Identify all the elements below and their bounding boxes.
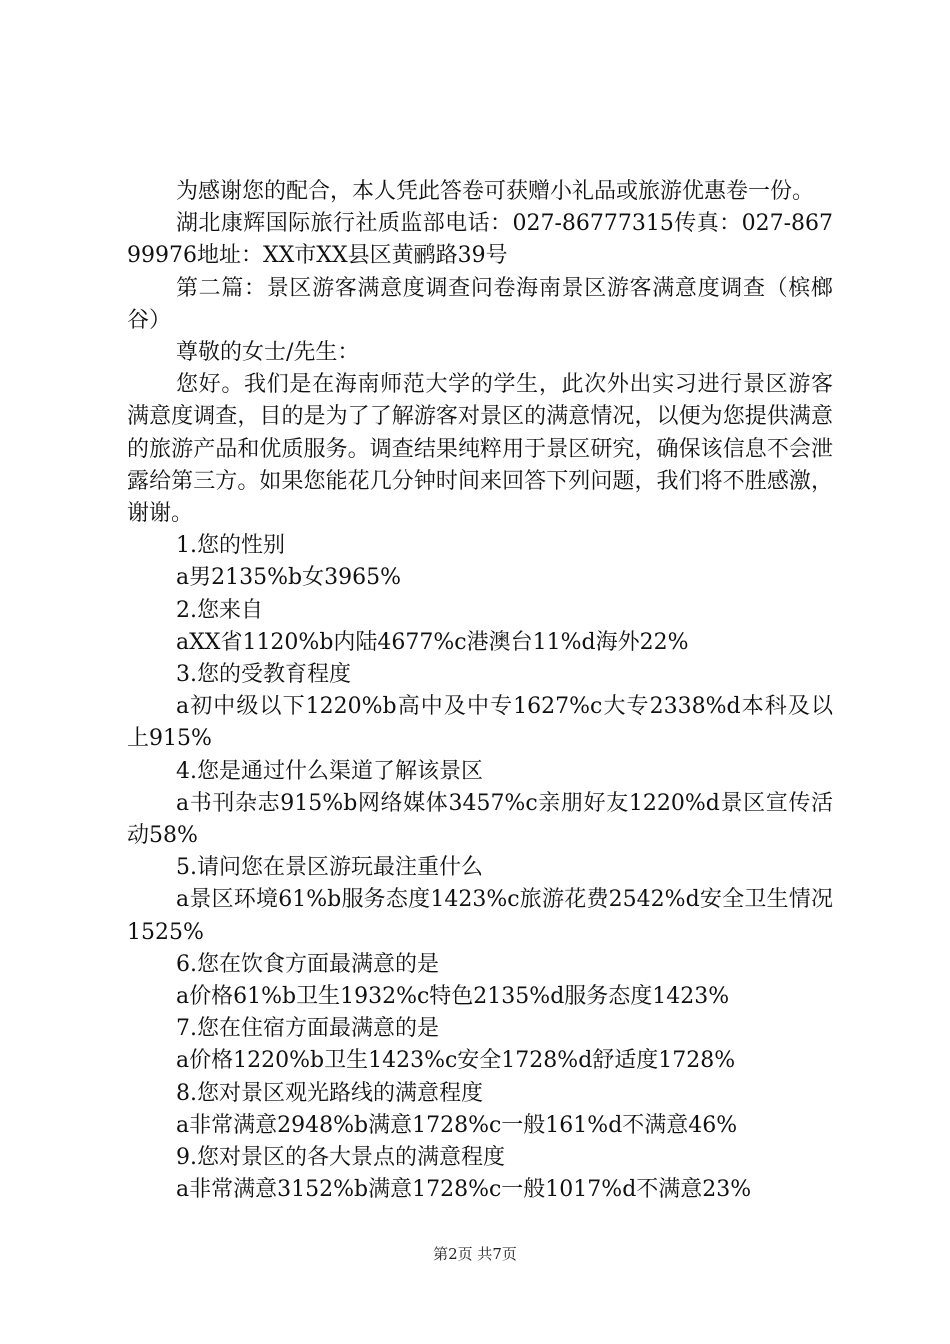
question-9: 9.您对景区的各大景点的满意程度 (176, 1145, 505, 1171)
answer-5: a景区环境61%b服务态度1423%c旅游花费2542%d安全卫生情况1525% (127, 887, 833, 945)
question-4: 4.您是通过什么渠道了解该景区 (176, 758, 483, 784)
answer-9: a非常满意3152%b满意1728%c一般1017%d不满意23% (176, 1177, 752, 1203)
answer-7: a价格1220%b卫生1423%c安全1728%d舒适度1728% (176, 1048, 736, 1074)
paragraph-thanks: 为感谢您的配合，本人凭此答卷可获赠小礼品或旅游优惠卷一份。 (176, 179, 815, 204)
question-2: 2.您来自 (176, 597, 263, 623)
answer-2: aXX省1120%b内陆4677%c港澳台11%d海外22% (176, 629, 689, 655)
answer-4: a书刊杂志915%b网络媒体3457%c亲朋好友1220%d景区宣传活动58% (127, 790, 833, 849)
document-body (127, 176, 833, 1207)
question-5: 5.请问您在景区游玩最注重什么 (176, 855, 483, 881)
question-6: 6.您在饮食方面最满意的是 (176, 951, 439, 977)
question-8: 8.您对景区观光路线的满意程度 (176, 1080, 483, 1106)
paragraph-salutation: 尊敬的女士/先生： (176, 340, 360, 366)
paragraph-contact-info: 湖北康辉国际旅行社质监部电话：027-86777315传真：027-86799976地址：XX市XX县区黄鹂路39号 (127, 211, 833, 269)
paragraph-introduction: 您好。我们是在海南师范大学的学生，此次外出实习进行景区游客满意度调查，目的是为了了解游客对景区的满意情况，以便为您提供满意的旅游产品和优质服务。调查结果纯粹用于景区研究，确保该信息不会泄露给第三方。如果您能花几分钟时间来回答下列问题，我们将不胜感激，谢谢。 (127, 372, 833, 527)
question-3: 3.您的受教育程度 (176, 662, 351, 688)
answer-8: a非常满意2948%b满意1728%c一般161%d不满意46% (176, 1112, 738, 1138)
question-1: 1.您的性别 (176, 533, 285, 559)
paragraph-section-title: 第二篇：景区游客满意度调查问卷海南景区游客满意度调查（槟榔谷） (127, 275, 833, 333)
answer-6: a价格61%b卫生1932%c特色2135%d服务态度1423% (176, 984, 730, 1010)
answer-3: a初中级以下1220%b高中及中专1627%c大专2338%d本科及以上915% (127, 694, 833, 752)
answer-1: a男2135%b女3965% (176, 565, 401, 591)
page-footer: 第2页 共7页 (433, 1245, 517, 1263)
question-7: 7.您在住宿方面最满意的是 (176, 1016, 439, 1042)
